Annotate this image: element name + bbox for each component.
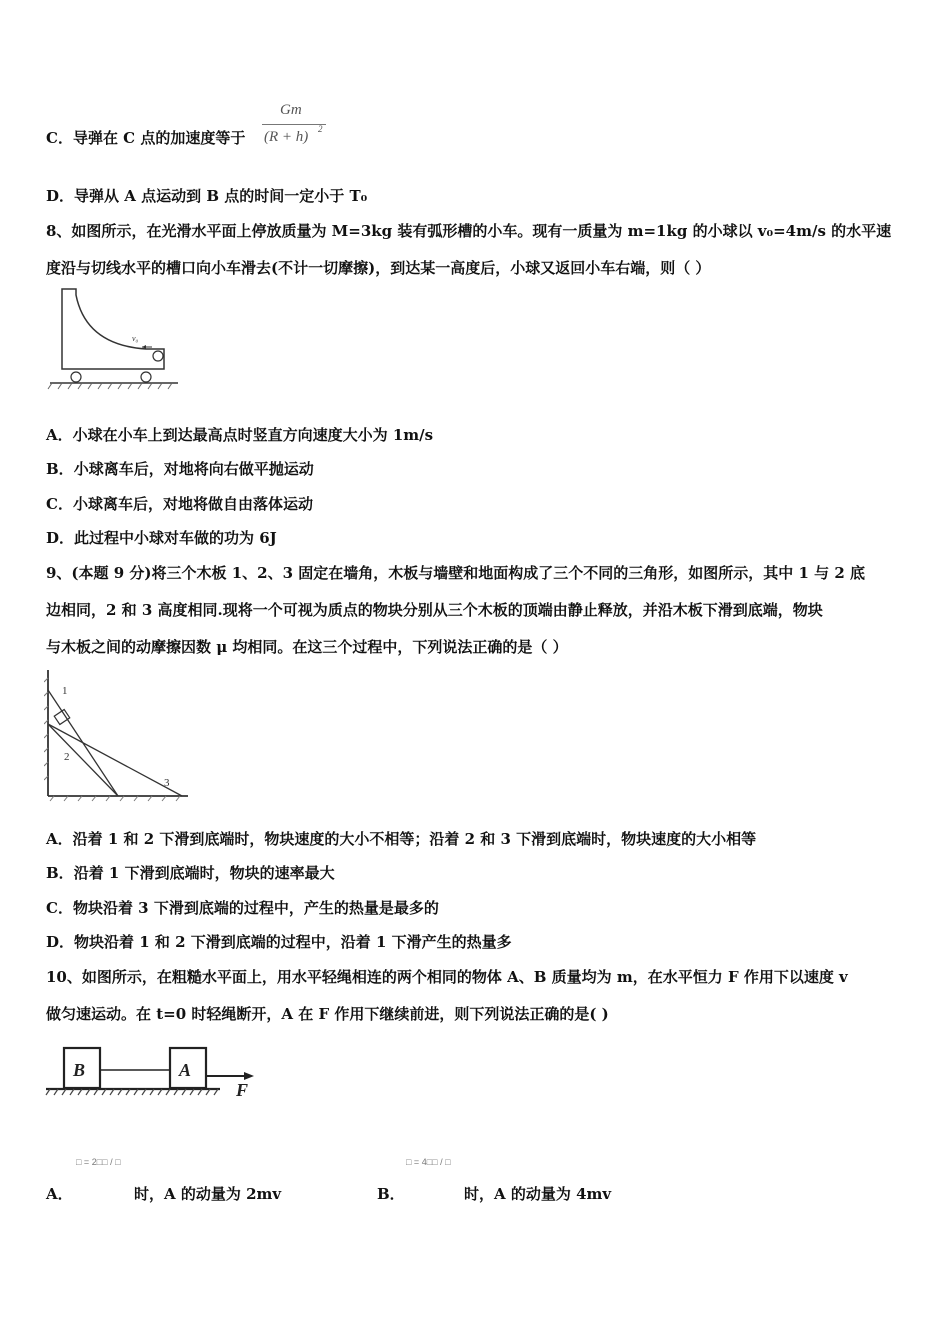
- board-2: [48, 724, 118, 796]
- option-text: 物块沿着 3 下滑到底端的过程中，产生的热量是最多的: [72, 899, 439, 917]
- ball: [153, 351, 163, 361]
- q9-option-c: [46, 898, 439, 918]
- label-3: 3: [164, 777, 170, 789]
- q7-option-d: [46, 186, 367, 206]
- q8-stem-line1: 8、如图所示，在光滑水平面上停放质量为 M=3kg 装有弧形槽的小车。现有一质量为 m=1kg 的小球以 v₀=4m/s 的水平速: [46, 222, 892, 240]
- q9-option-a: [46, 829, 756, 849]
- q9-option-b: [46, 863, 335, 883]
- option-label: B．: [46, 460, 74, 478]
- option-text: 物块沿着 1 和 2 下滑到底端的过程中，沿着 1 下滑产生的热量多: [74, 933, 512, 951]
- q9-stem-line2: 边相同，2 和 3 高度相同.现将一个可视为质点的物块分别从三个木板的顶端由静止释放，并沿木板下滑到底端，物块: [46, 601, 823, 619]
- q8-option-c: [46, 494, 313, 514]
- q10-option-a-text: 时，A 的动量为 2mv: [134, 1185, 282, 1203]
- option-label: B．: [46, 864, 74, 882]
- blocks-figure: [44, 1038, 264, 1108]
- q8-option-d: [46, 528, 277, 548]
- wheel-left: [71, 372, 81, 382]
- v0-label: v₀: [132, 334, 139, 343]
- formula-exponent: 2: [318, 124, 323, 134]
- q10-option-b-text: 时，A 的动量为 4mv: [464, 1185, 612, 1203]
- fraction-bar: [262, 124, 326, 125]
- wheel-right: [141, 372, 151, 382]
- q8-option-b: [46, 459, 314, 479]
- option-text: 导弹在 C 点的加速度等于: [72, 129, 246, 147]
- option-text: 此过程中小球对车做的功为 6J: [74, 529, 277, 547]
- label-1: 1: [62, 685, 68, 697]
- option-label: D．: [46, 187, 75, 205]
- option-text: 沿着 1 和 2 下滑到底端时，物块速度的大小不相等；沿着 2 和 3 下滑到底端时，物块速度的大小相等: [72, 830, 757, 848]
- q8-stem-line2: 度沿与切线水平的槽口向小车滑去(不计一切摩擦)，到达某一高度后，小球又返回小车右端，则（ ）: [46, 259, 711, 277]
- q10-option-a-label: A．: [46, 1185, 73, 1203]
- option-text: 沿着 1 下滑到底端时，物块的速率最大: [73, 864, 335, 882]
- label-b: B: [73, 1060, 86, 1080]
- q10-option-b-label: B．: [377, 1185, 405, 1203]
- option-text: 小球离车后，对地将做自由落体运动: [72, 495, 313, 513]
- q10-stem-line2: 做匀速运动。在 t=0 时轻绳断开，A 在 F 作用下继续前进，则下列说法正确的是( ): [46, 1005, 609, 1023]
- cart-body: [62, 289, 164, 369]
- q9-stem-line1: 9、(本题 9 分)将三个木板 1、2、3 固定在墙角，木板与墙壁和地面构成了三个不同的三角形，如图所示，其中 1 与 2 底: [46, 564, 866, 582]
- option-text: 小球在小车上到达最高点时竖直方向速度大小为 1m/s: [72, 426, 434, 444]
- q10-option-b-formula: □ = 4□□ / □: [406, 1157, 451, 1167]
- option-label: A．: [46, 426, 73, 444]
- q7-option-c: [46, 128, 245, 148]
- q8-option-a: [46, 425, 433, 445]
- label-a: A: [179, 1060, 192, 1080]
- option-label: C．: [46, 129, 73, 147]
- formula-numerator: Gm: [280, 102, 302, 118]
- label-f: F: [236, 1080, 249, 1100]
- boards-figure: [44, 668, 194, 803]
- q10-stem-line1: 10、如图所示，在粗糙水平面上，用水平轻绳相连的两个相同的物体 A、B 质量均为 m，在水平恒力 F 作用下以速度 v: [46, 968, 848, 986]
- q10-option-a-formula: □ = 2□□ / □: [76, 1157, 121, 1167]
- option-label: D．: [46, 529, 75, 547]
- q9-stem-line3: 与木板之间的动摩擦因数 μ 均相同。在这三个过程中，下列说法正确的是（ ）: [46, 638, 568, 656]
- option-text: 导弹从 A 点运动到 B 点的时间一定小于 T₀: [74, 187, 368, 205]
- option-label: A．: [46, 830, 73, 848]
- q9-option-d: [46, 932, 512, 952]
- formula-denominator: (R + h): [264, 129, 309, 145]
- option-text: 小球离车后，对地将向右做平抛运动: [73, 460, 314, 478]
- option-label: C．: [46, 495, 73, 513]
- cart-figure: [46, 285, 186, 395]
- option-label: C．: [46, 899, 73, 917]
- option-label: D．: [46, 933, 75, 951]
- label-2: 2: [64, 751, 70, 763]
